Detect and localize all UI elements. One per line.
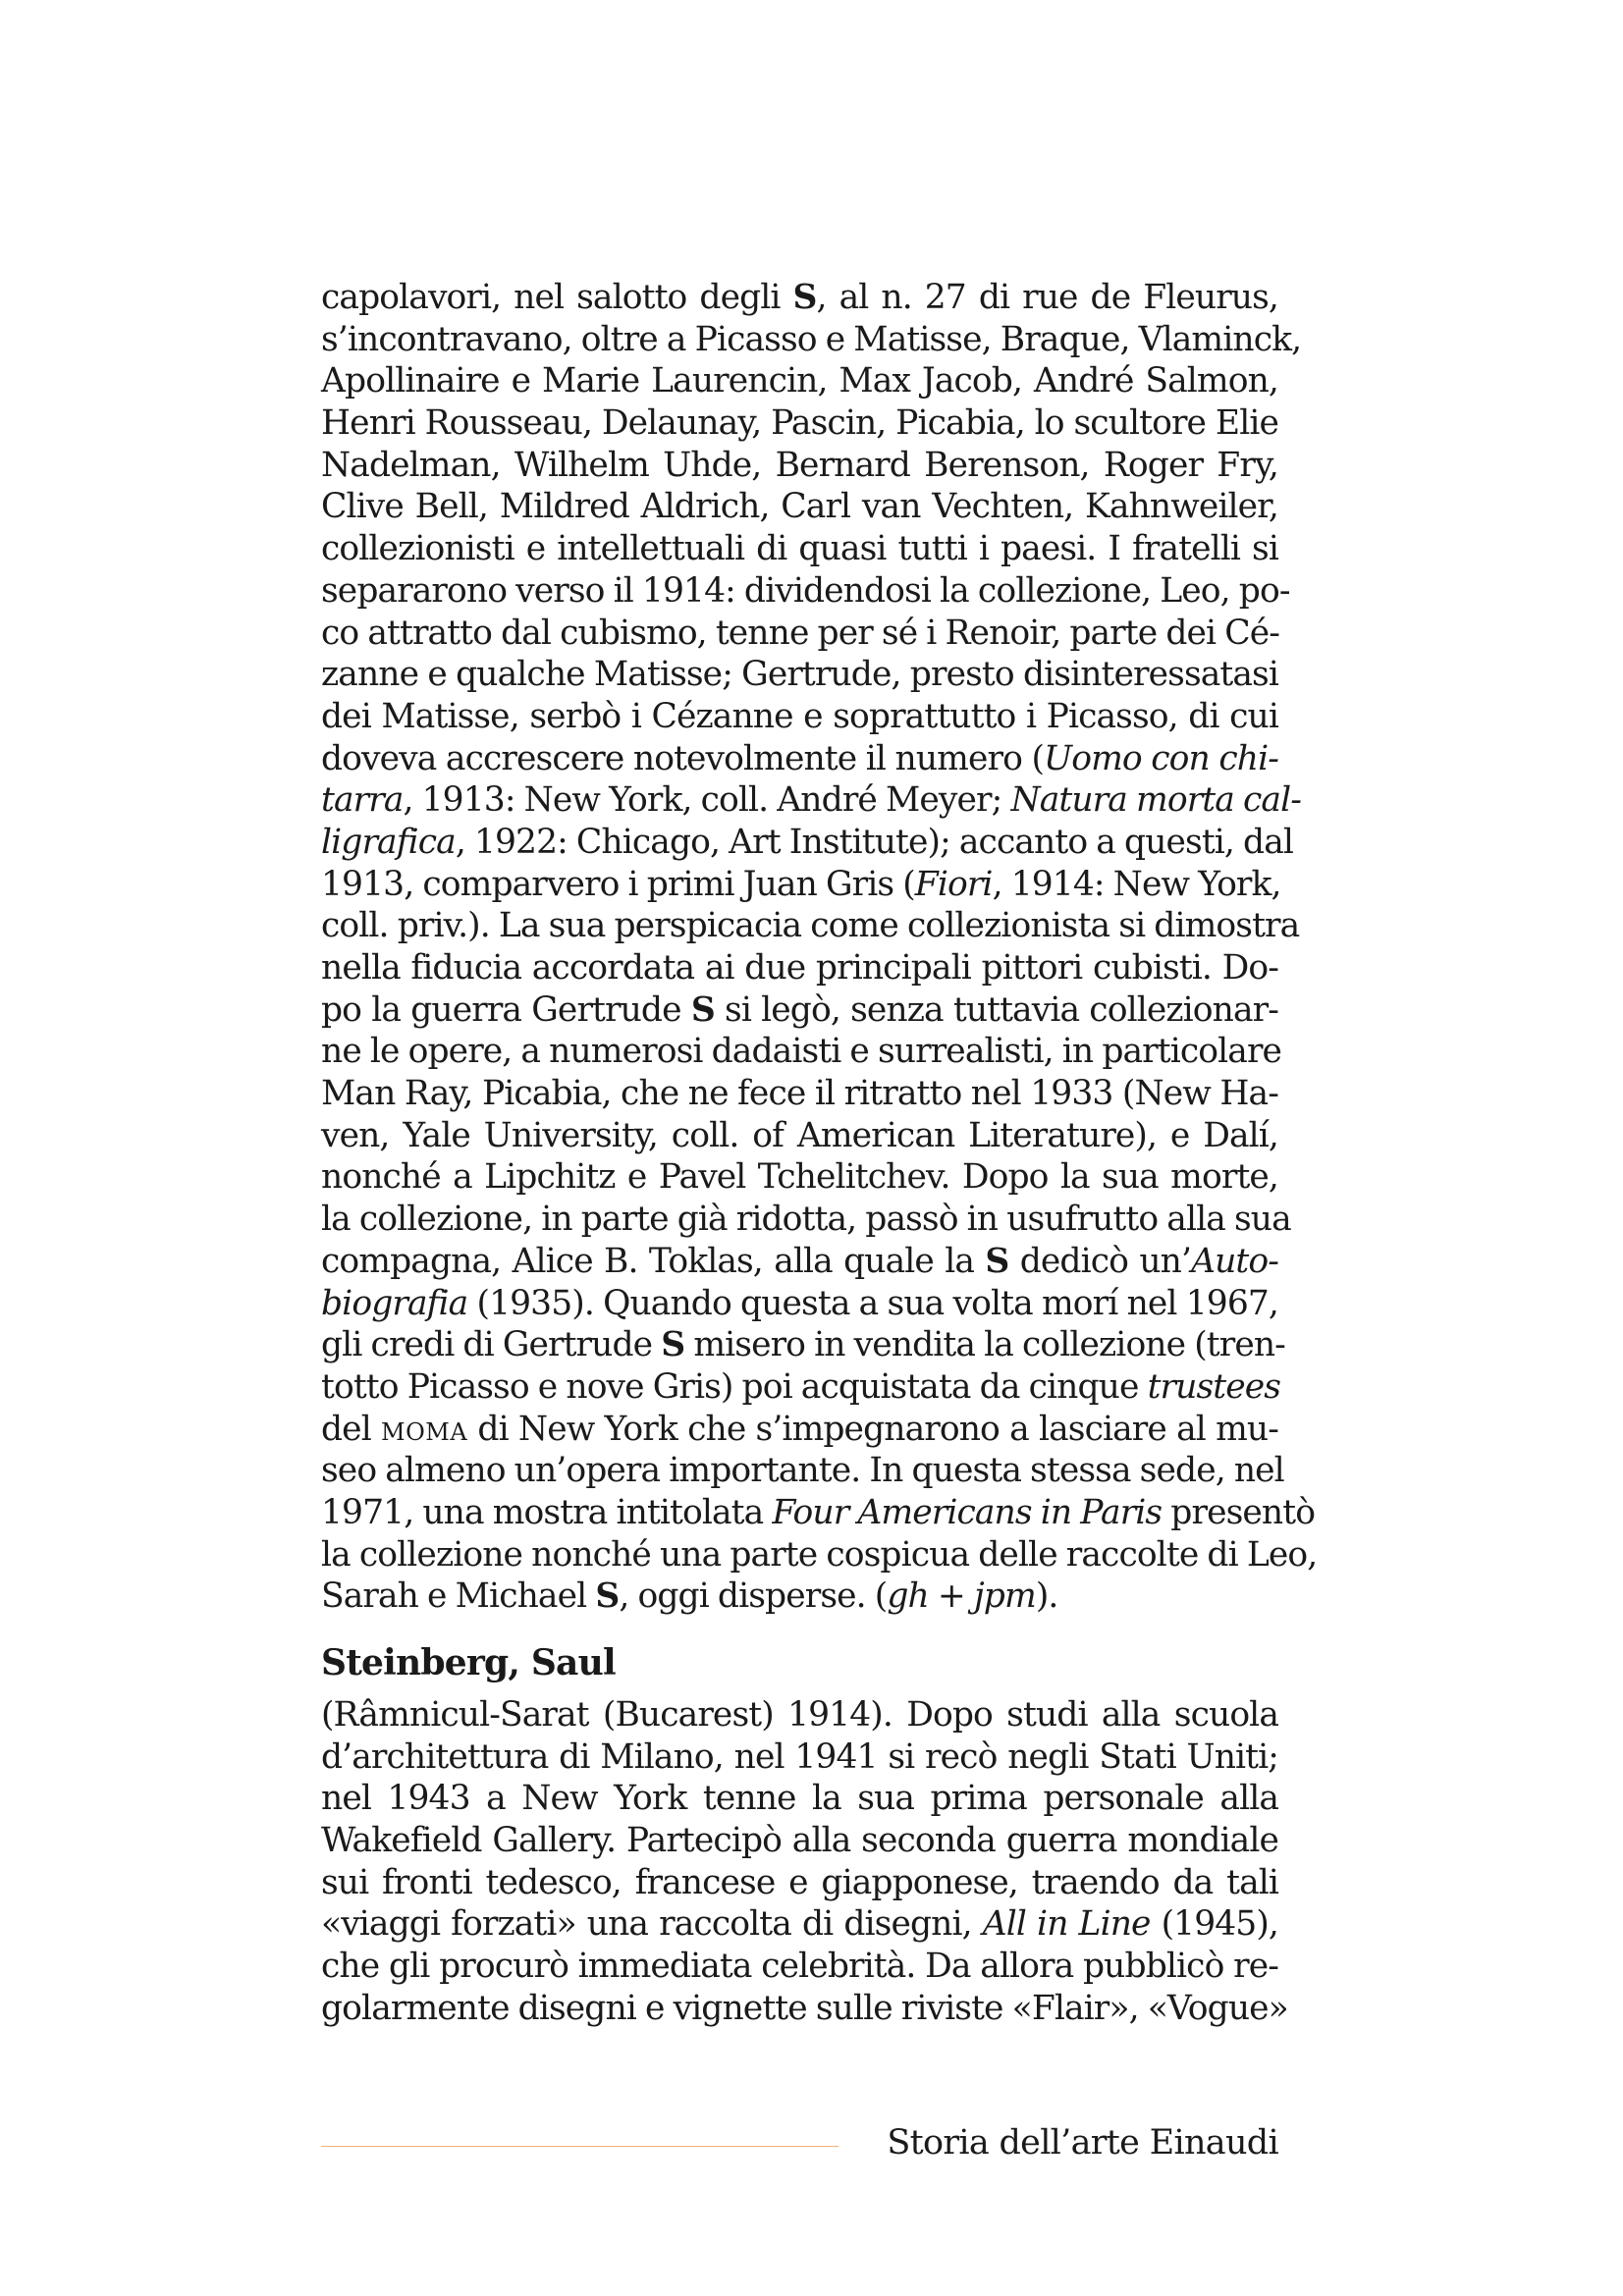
- entry-heading: Steinberg, Saul: [321, 1642, 616, 1683]
- entry-steinberg-line: (Râmnicul-Sarat (Bucarest) 1914). Dopo studi alla scuola: [321, 1695, 1278, 1735]
- entry-steinberg-line: nel 1943 a New York tenne la sua prima personale alla: [321, 1779, 1278, 1819]
- entry-stein-line: la collezione, in parte già ridotta, passò in usufrutto alla sua: [321, 1200, 1291, 1240]
- entry-stein-text: [321, 277, 1318, 1618]
- entry-steinberg-line: che gli procurò immediata celebrità. Da allora pubblicò re-: [321, 1947, 1278, 1987]
- entry-stein-line: coll. priv.). La sua perspicacia come collezionista si dimostra: [321, 906, 1300, 946]
- entry-stein-line: Henri Rousseau, Delaunay, Pascin, Picabia, lo scultore Elie: [321, 403, 1278, 444]
- entry-stein-line: seo almeno un’opera importante. In questa stessa sede, nel: [321, 1451, 1284, 1491]
- entry-stein-line: Man Ray, Picabia, che ne fece il ritratto nel 1933 (New Ha-: [321, 1074, 1278, 1114]
- entry-stein-line: capolavori, nel salotto degli S, al n. 27 di rue de Fleurus,: [321, 278, 1279, 317]
- entry-stein-line: co attratto dal cubismo, tenne per sé i Renoir, parte dei Cé-: [321, 613, 1279, 653]
- entry-stein-line: del moma di New York che s’impegnarono a lasciare al mu-: [321, 1409, 1279, 1449]
- entry-stein-line: nella fiducia accordata ai due principali pittori cubisti. Do-: [321, 948, 1278, 988]
- entry-stein-line: Apollinaire e Marie Laurencin, Max Jacob, André Salmon,: [321, 361, 1278, 401]
- entry-stein-line: 1971, una mostra intitolata Four Americans in Paris presentò: [321, 1492, 1316, 1532]
- entry-steinberg-line: sui fronti tedesco, francese e giapponese, traendo da tali: [321, 1862, 1278, 1902]
- entry-stein-line: separarono verso il 1914: dividendosi la collezione, Leo, po-: [321, 570, 1290, 611]
- entry-stein-line: 1913, comparvero i primi Juan Gris (Fiori, 1914: New York,: [321, 864, 1281, 904]
- entry-stein-line: la collezione nonché una parte cospicua delle raccolte di Leo,: [321, 1534, 1318, 1575]
- entry-stein-line: po la guerra Gertrude S si legò, senza tuttavia collezionar-: [321, 989, 1279, 1030]
- entry-stein-line: compagna, Alice B. Toklas, alla quale la S dedicò un’Auto-: [321, 1241, 1278, 1281]
- entry-stein-line: zanne e qualche Matisse; Gertrude, presto disinteressatasi: [321, 655, 1278, 695]
- entry-stein-line: doveva accrescere notevolmente il numero (Uomo con chi-: [321, 738, 1278, 778]
- entry-stein-line: dei Matisse, serbò i Cézanne e soprattutto i Picasso, di cui: [321, 696, 1278, 736]
- entry-stein-line: Clive Bell, Mildred Aldrich, Carl van Vechten, Kahnweiler,: [321, 487, 1278, 527]
- entry-stein-line: collezionisti e intellettuali di quasi tutti i paesi. I fratelli si: [321, 529, 1278, 569]
- entry-stein-line: Sarah e Michael S, oggi disperse. (gh + jpm).: [321, 1576, 1058, 1617]
- entry-stein-line: tarra, 1913: New York, coll. André Meyer; Natura morta cal-: [321, 780, 1301, 821]
- entry-steinberg-line: golarmente disegni e vignette sulle riviste «Flair», «Vogue»: [321, 1988, 1288, 2028]
- entry-steinberg-line: Wakefield Gallery. Partecipò alla seconda guerra mondiale: [321, 1821, 1278, 1861]
- entry-stein-line: ne le opere, a numerosi dadaisti e surrealisti, in particolare: [321, 1032, 1282, 1072]
- entry-stein-line: gli credi di Gertrude S misero in vendita la collezione (tren-: [321, 1325, 1285, 1365]
- entry-stein-line: s’incontravano, oltre a Picasso e Matisse, Braque, Vlaminck,: [321, 319, 1302, 359]
- entry-steinberg-text: [321, 1694, 1288, 2030]
- entry-stein-line: nonché a Lipchitz e Pavel Tchelitchev. Dopo la sua morte,: [321, 1157, 1278, 1198]
- entry-stein-line: totto Picasso e nove Gris) poi acquistata da cinque trustees: [321, 1366, 1281, 1407]
- entry-stein-line: Nadelman, Wilhelm Uhde, Bernard Berenson, Roger Fry,: [321, 445, 1278, 485]
- entry-stein-line: ven, Yale University, coll. of American Literature), e Dalí,: [321, 1115, 1278, 1155]
- entry-steinberg-line: «viaggi forzati» una raccolta di disegni, All in Line (1945),: [321, 1904, 1278, 1945]
- entry-stein-line: biografia (1935). Quando questa a sua volta morí nel 1967,: [321, 1283, 1278, 1323]
- page-body: [321, 277, 1318, 2030]
- footer-publication-title: Storia dell’arte Einaudi: [887, 2123, 1278, 2163]
- footer-rule: [321, 2146, 839, 2147]
- entry-steinberg-line: d’architettura di Milano, nel 1941 si recò negli Stati Uniti;: [321, 1736, 1278, 1777]
- entry-stein-line: ligrafica, 1922: Chicago, Art Institute); accanto a questi, dal: [321, 822, 1294, 862]
